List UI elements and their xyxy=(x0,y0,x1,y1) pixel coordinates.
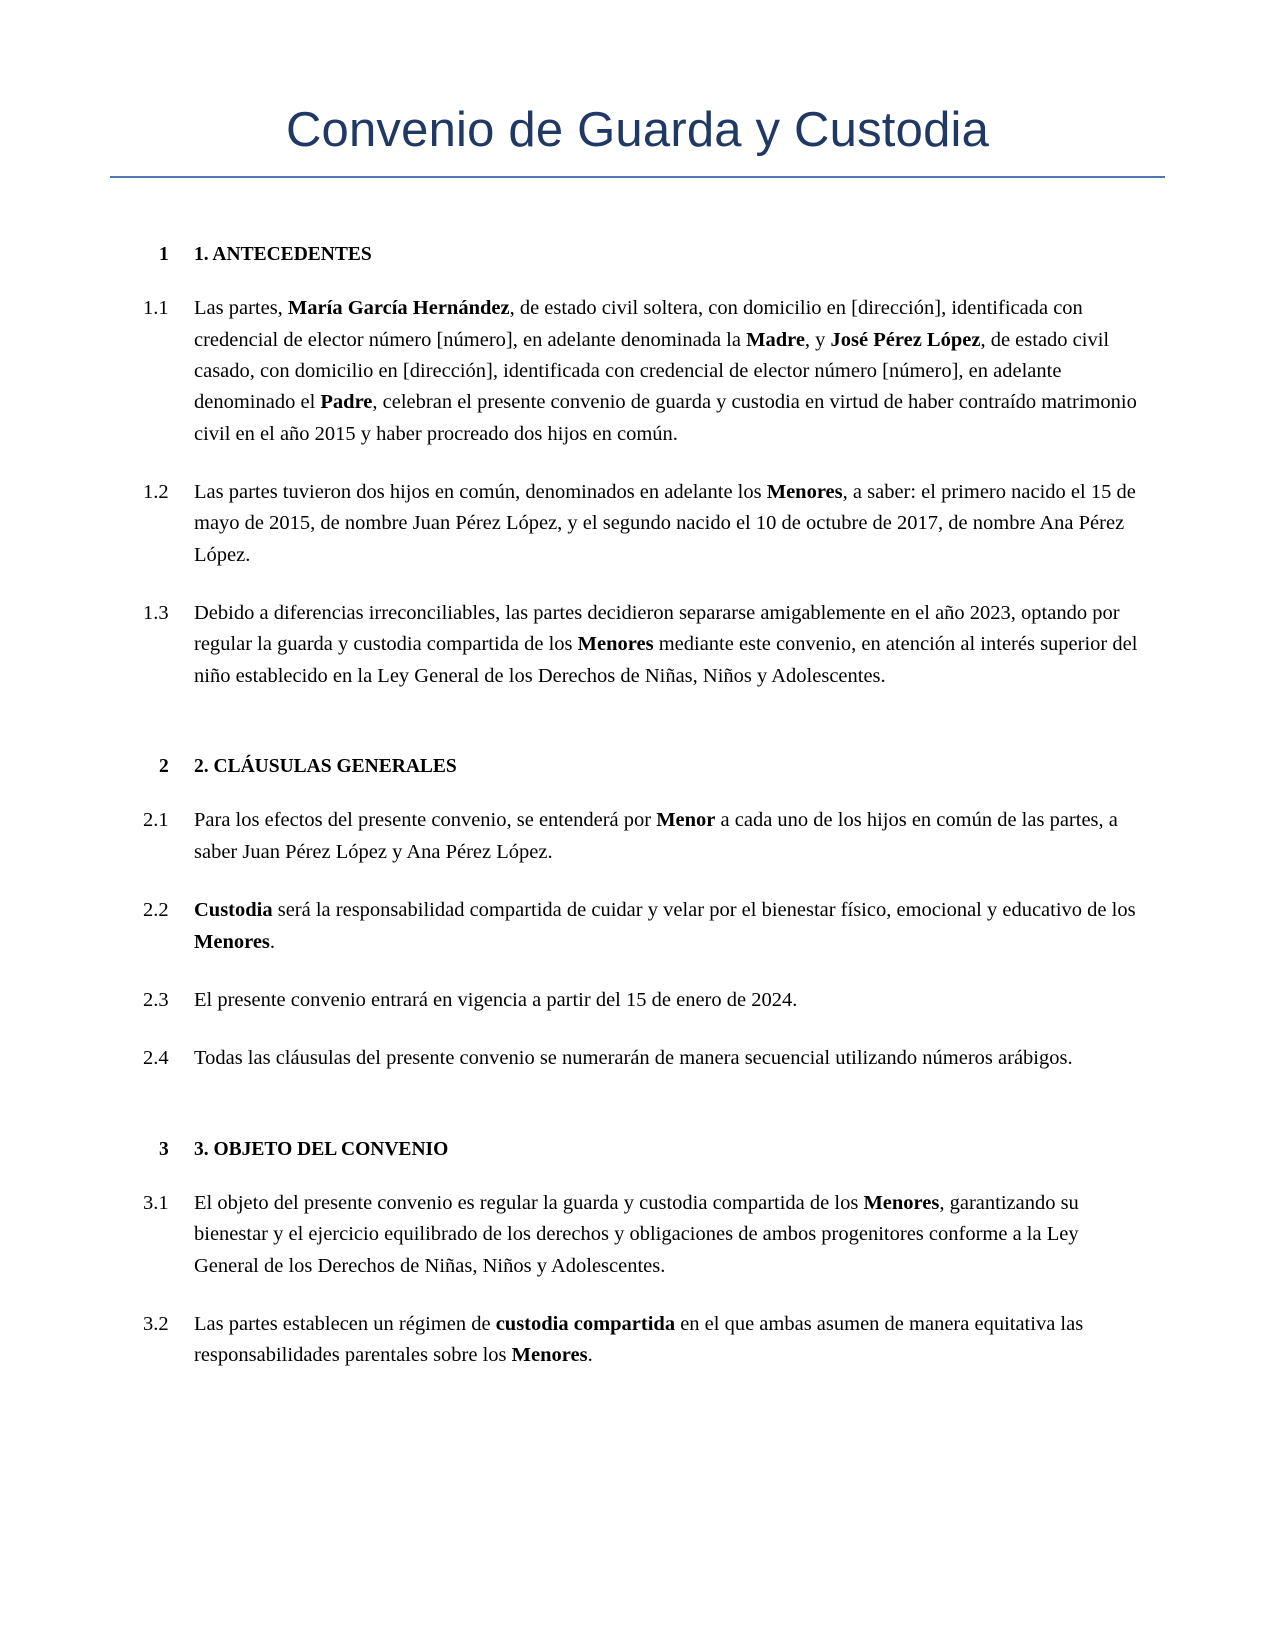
text-run: Todas las cláusulas del presente convenio se numerarán de manera secuencial utilizando números arábigos. xyxy=(194,1047,1073,1070)
emphasized-term: Menores xyxy=(863,1191,940,1214)
heading-spacer xyxy=(143,268,1145,293)
clause xyxy=(143,1188,1145,1282)
text-run: . xyxy=(587,1344,593,1367)
heading-spacer xyxy=(143,1163,1145,1188)
text-run: Las partes establecen un régimen de xyxy=(194,1313,496,1336)
emphasized-term: Menores xyxy=(577,633,654,656)
text-run: mediante este convenio, en atención al interés superior del niño establecido en la Ley General de los Derechos de Niñas, Niños y Adolescentes. xyxy=(194,633,1138,687)
clause-number: 3.1 xyxy=(143,1191,169,1214)
heading-spacer xyxy=(143,780,1145,805)
emphasized-term: Padre xyxy=(320,391,373,414)
clause xyxy=(143,1043,1145,1074)
clause-text xyxy=(194,985,1145,1016)
clause xyxy=(143,985,1145,1016)
clause-spacer xyxy=(143,1282,1145,1309)
emphasized-term: Madre xyxy=(746,328,805,351)
clause-number: 2.2 xyxy=(143,899,169,922)
section-heading xyxy=(143,242,1145,268)
emphasized-term: José Pérez López xyxy=(830,328,981,351)
emphasized-term: Menores xyxy=(511,1344,588,1367)
clause-text xyxy=(194,805,1145,868)
section-heading xyxy=(143,754,1145,780)
text-run: , celebran el presente convenio de guarda y custodia en virtud de haber contraído matrimonio civil en el año 2015 y haber procreado dos hijos en común. xyxy=(194,391,1137,445)
clause-number: 2.3 xyxy=(143,988,169,1011)
section-title: 3. OBJETO DEL CONVENIO xyxy=(194,1138,449,1160)
clause-text xyxy=(194,293,1145,450)
section-number: 2 xyxy=(159,756,169,778)
emphasized-term: custodia compartida xyxy=(495,1313,676,1336)
emphasized-term: Menores xyxy=(194,930,270,953)
text-run: Para los efectos del presente convenio, se entenderá por xyxy=(194,809,657,832)
clause-spacer xyxy=(143,450,1145,477)
clause xyxy=(143,293,1145,450)
clause-number: 1.2 xyxy=(143,481,169,503)
text-run: El presente convenio entrará en vigencia a partir del 15 de enero de 2024. xyxy=(194,988,798,1011)
section-number: 1 xyxy=(159,243,169,265)
text-run: a cada uno de los hijos en común de las partes, a saber Juan Pérez López y Ana Pérez López. xyxy=(194,809,1118,863)
section-spacer xyxy=(143,692,1145,754)
text-run: , a saber: el primero nacido el 15 de mayo de 2015, de nombre Juan Pérez López, y el segundo nacido el 10 de octubre de 2017, de nombre Ana Pérez López. xyxy=(194,481,1136,566)
emphasized-term: María García Hernández xyxy=(287,297,510,320)
document-header xyxy=(110,0,1165,178)
text-run: El objeto del presente convenio es regular la guarda y custodia compartida de los xyxy=(194,1191,864,1214)
text-run: en el que ambas asumen de manera equitativa las responsabilidades parentales sobre los xyxy=(194,1313,1084,1367)
text-run: Debido a diferencias irreconciliables, las partes decidieron separarse amigablemente en el año 2023, optando por regular la guarda y custodia compartida de los xyxy=(194,602,1120,656)
clause-number: 1.1 xyxy=(143,297,169,320)
clause xyxy=(143,1309,1145,1372)
clause-spacer xyxy=(143,571,1145,598)
section-spacer xyxy=(143,1075,1145,1137)
section-number: 3 xyxy=(159,1138,169,1160)
text-run: Las partes, xyxy=(194,297,288,320)
clause-text xyxy=(194,1188,1145,1282)
clause-text xyxy=(194,1043,1145,1074)
document-body xyxy=(143,178,1145,1372)
clause-number: 2.4 xyxy=(143,1047,169,1070)
clause xyxy=(143,805,1145,868)
text-run: . xyxy=(269,930,276,953)
section-title: 2. CLÁUSULAS GENERALES xyxy=(194,756,457,778)
text-run: , garantizando su bienestar y el ejercicio equilibrado de los derechos y obligaciones de ambos progenitores conforme a la Ley General de los Derechos de Niñas, Niños y Adolescentes. xyxy=(194,1191,1079,1277)
clause-text xyxy=(194,1309,1145,1372)
clause-spacer xyxy=(143,868,1145,895)
clause-number: 1.3 xyxy=(143,602,169,625)
clause xyxy=(143,895,1145,958)
emphasized-term: Menores xyxy=(766,481,843,503)
text-run: Las partes tuvieron dos hijos en común, denominados en adelante los xyxy=(194,481,767,503)
clause-text xyxy=(194,895,1145,958)
clause xyxy=(143,598,1145,692)
emphasized-term: Custodia xyxy=(194,899,273,922)
clause-text xyxy=(194,598,1145,692)
emphasized-term: Menor xyxy=(656,809,716,832)
section-title: 1. ANTECEDENTES xyxy=(194,243,372,265)
page-title: Convenio de Guarda y Custodia xyxy=(285,103,990,157)
clause-number: 2.1 xyxy=(143,809,169,832)
clause-text xyxy=(194,477,1145,571)
text-run: , de estado civil casado, con domicilio en [dirección], identificada con credencial de elector número [número], en adelante denominado el xyxy=(194,328,1110,414)
section-heading xyxy=(143,1137,1145,1163)
clause-spacer xyxy=(143,1016,1145,1043)
clause xyxy=(143,477,1145,571)
text-run: , y xyxy=(804,328,831,351)
text-run: , de estado civil soltera, con domicilio en [dirección], identificada con credencial de elector número [número], en adelante denominada la xyxy=(194,297,1083,351)
text-run: será la responsabilidad compartida de cuidar y velar por el bienestar físico, emocional y educativo de los xyxy=(272,899,1136,922)
clause-spacer xyxy=(143,958,1145,985)
clause-number: 3.2 xyxy=(143,1313,169,1336)
